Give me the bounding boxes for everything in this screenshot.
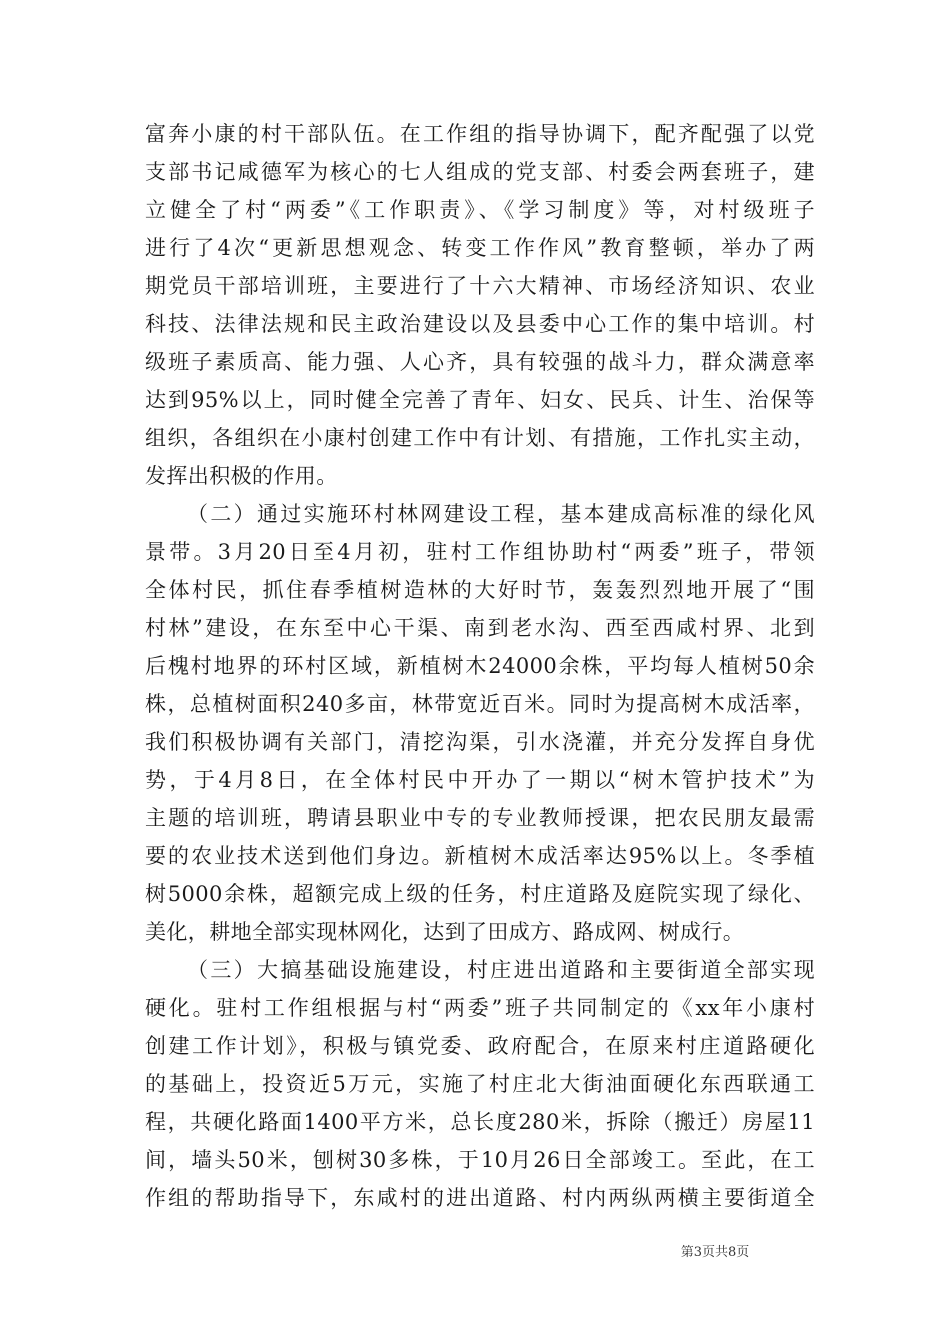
text-line: 景带。3月20日至4月初，驻村工作组协助村“两委”班子，带领 [145, 540, 815, 564]
text-line: 作组的帮助指导下，东咸村的进出道路、村内两纵两横主要街道全 [145, 1186, 815, 1210]
text-line: 势，于4月8日，在全体村民中开办了一期以“树木管护技术”为 [145, 768, 815, 792]
text-line: 程，共硬化路面1400平方米，总长度280米，拆除（搬迁）房屋11 [145, 1110, 815, 1134]
text-line: 进行了4次“更新思想观念、转变工作作风”教育整顿，举办了两 [145, 236, 815, 260]
text-line: 富奔小康的村干部队伍。在工作组的指导协调下，配齐配强了以党 [145, 122, 815, 146]
text-line: 级班子素质高、能力强、人心齐，具有较强的战斗力，群众满意率 [145, 350, 815, 374]
text-line: 后槐村地界的环村区域，新植树木24000余株，平均每人植树50余 [145, 654, 815, 678]
text-line: 间，墙头50米，刨树30多株，于10月26日全部竣工。至此，在工 [145, 1148, 815, 1172]
text-line: 硬化。驻村工作组根据与村“两委”班子共同制定的《xx年小康村 [145, 996, 815, 1020]
page-number-footer: 第3页共8页 [680, 1245, 750, 1260]
text-line: 的基础上，投资近5万元，实施了村庄北大街油面硬化东西联通工 [145, 1072, 815, 1096]
text-line: 达到95%以上，同时健全完善了青年、妇女、民兵、计生、治保等 [145, 388, 815, 412]
text-line: 全体村民，抓住春季植树造林的大好时节，轰轰烈烈地开展了“围 [145, 578, 815, 602]
text-line: 我们积极协调有关部门，清挖沟渠，引水浇灌，并充分发挥自身优 [145, 730, 815, 754]
paragraph-heading-line: （三）大搞基础设施建设，村庄进出道路和主要街道全部实现 [187, 958, 815, 982]
paragraph-heading-line: （二）通过实施环村林网建设工程，基本建成高标准的绿化风 [187, 502, 815, 526]
text-line: 创建工作计划》，积极与镇党委、政府配合，在原来村庄道路硬化 [145, 1034, 815, 1058]
text-line: 要的农业技术送到他们身边。新植树木成活率达95%以上。冬季植 [145, 844, 815, 868]
document-body [145, 115, 815, 1217]
text-line: 美化，耕地全部实现林网化，达到了田成方、路成网、树成行。 [145, 920, 745, 944]
text-line: 主题的培训班，聘请县职业中专的专业教师授课，把农民朋友最需 [145, 806, 815, 830]
text-line: 支部书记咸德军为核心的七人组成的党支部、村委会两套班子，建 [145, 160, 815, 184]
paragraph-2 [145, 495, 815, 951]
text-line: 株，总植树面积240多亩，林带宽近百米。同时为提高树木成活率， [145, 692, 815, 716]
paragraph-1 [145, 115, 815, 495]
text-line: 树5000余株，超额完成上级的任务，村庄道路及庭院实现了绿化、 [145, 882, 815, 906]
text-line: 期党员干部培训班，主要进行了十六大精神、市场经济知识、农业 [145, 274, 815, 298]
text-line: 科技、法律法规和民主政治建设以及县委中心工作的集中培训。村 [145, 312, 815, 336]
text-line: 村林”建设，在东至中心干渠、南到老水沟、西至西咸村界、北到 [145, 616, 815, 640]
text-line: 组织，各组织在小康村创建工作中有计划、有措施，工作扎实主动， [145, 426, 815, 450]
text-line: 立健全了村“两委”《工作职责》、《学习制度》等，对村级班子 [145, 198, 815, 222]
paragraph-3 [145, 951, 815, 1217]
text-line: 发挥出积极的作用。 [145, 464, 338, 488]
